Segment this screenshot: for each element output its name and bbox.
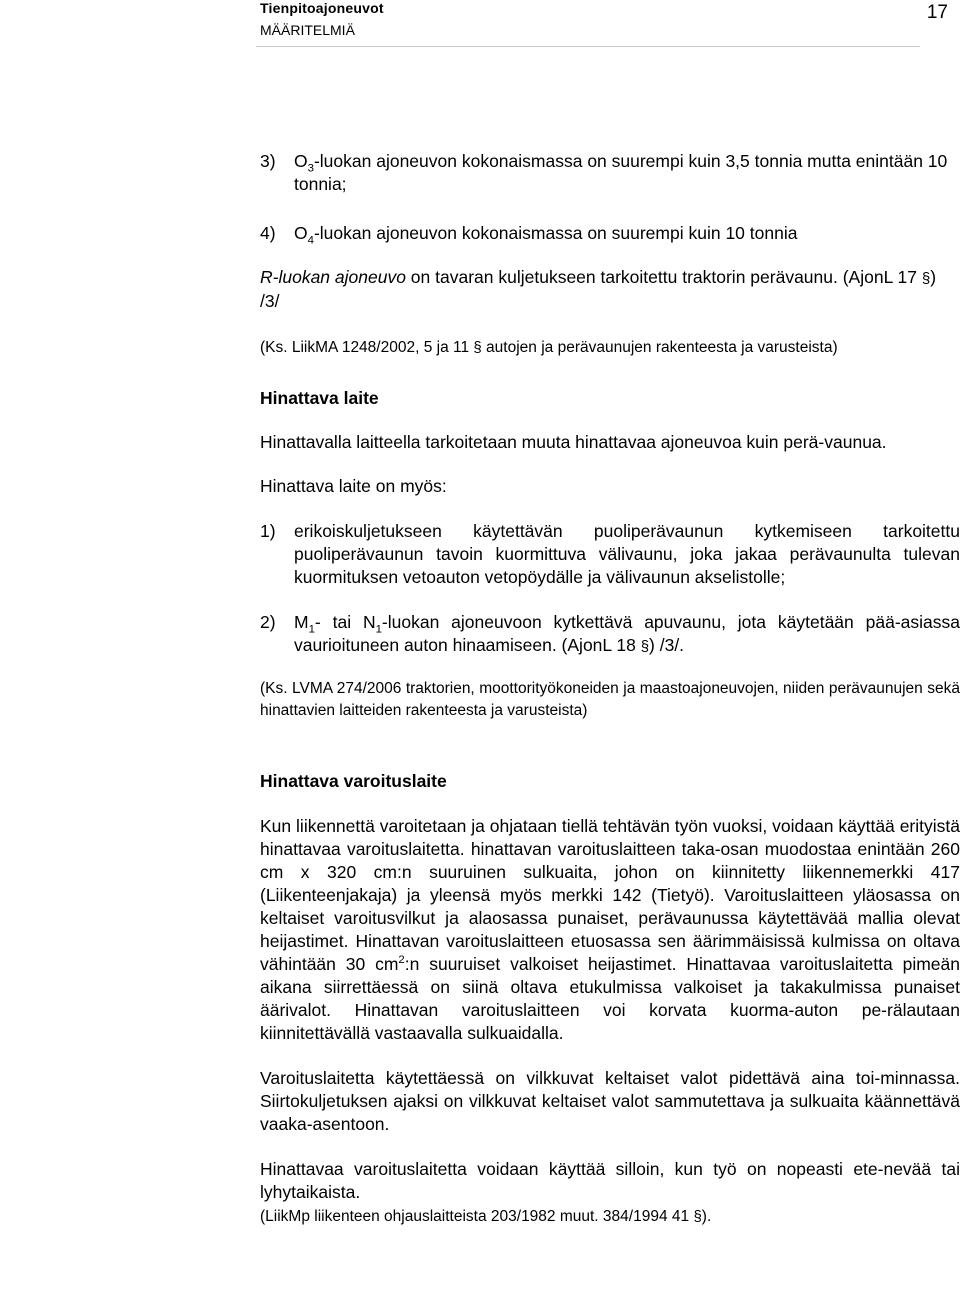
text-fragment: ) /3/. — [649, 635, 685, 655]
reference-note — [260, 1206, 960, 1228]
section-sign: § — [473, 339, 482, 356]
text-fragment: :n suuruiset valkoiset heijastimet. Hinattavaa varoituslaitetta pimeän aikana siirrettäessä on siinä oltava etukulmissa valkoiset ja takakulmissa punaiset äärivalot. Hinattavan varoituslaitteen voi korvata kuorma-auton pe-rälautaan kiinnitettävällä vastaavalla sulkuaidalla. — [260, 954, 960, 1043]
body-paragraph: Varoituslaitetta käytettäessä on vilkkuvat keltaiset valot pidettävä aina toi-minnassa. Siirtokuljetuksen ajaksi on vilkkuvat keltaiset valot sammutettava ja sulkuaita käännettävä vaaka-asentoon. — [260, 1068, 960, 1134]
r-luokka-paragraph — [260, 266, 960, 313]
header-title: Tienpitoajoneuvot — [260, 0, 384, 16]
text-fragment: -luokan ajoneuvon kokonaismassa on suurempi kuin 10 tonnia — [313, 223, 798, 243]
definition-paragraph: Hinattavalla laitteella tarkoitetaan muuta hinattavaa ajoneuvoa kuin perä-vaunua. — [260, 432, 887, 452]
text-fragment: ) /3/ — [260, 267, 937, 311]
list-item-3 — [260, 150, 960, 196]
text-fragment: (LiikMp liikenteen ohjauslaitteista 203/1982 muut. 384/1994 41 — [260, 1208, 694, 1225]
text-fragment: O — [294, 151, 308, 171]
section-sign: § — [921, 270, 931, 287]
header-divider — [256, 46, 920, 47]
text-fragment: autojen ja perävaunujen rakenteesta ja varusteista) — [481, 339, 838, 356]
text-fragment: O — [294, 223, 308, 243]
list-number: 1) — [260, 521, 276, 541]
reference-note — [260, 337, 960, 359]
defined-term: R-luokan ajoneuvo — [260, 267, 406, 287]
superscript: 2 — [398, 954, 405, 967]
subscript: 1 — [308, 623, 315, 636]
list-number: 2) — [260, 612, 276, 632]
text-fragment: on tavaran kuljetukseen tarkoitettu traktorin perävaunu. (AjonL 17 — [405, 267, 922, 287]
list-item-2 — [260, 611, 960, 658]
text-fragment: Kun liikennettä varoitetaan ja ohjataan tiellä tehtävän työn vuoksi, voidaan käyttää erityistä hinattavaa varoituslaitetta. hinattavan varoituslaitteen taka-osan muodostaa enintään 260 cm x 320 cm:n suuruinen sulkuaita, johon on kiinnitetty liikennemerkki 417 (Liikenteenjakaja) ja yleensä myös merkki 142 (Tietyö). Varoituslaitteen yläosassa on keltaiset varoitusvilkut ja alaosassa punaiset, perävaunussa käytettävää mallia olevat heijastimet. Hinattavan varoituslaitteen etuosassa sen äärimmäisissä kulmissa on oltava vähintään 30 cm — [260, 816, 960, 974]
list-number: 3) — [260, 151, 276, 171]
section-sign: § — [693, 1208, 702, 1225]
document-body — [260, 150, 960, 1228]
text-fragment: ). — [701, 1208, 712, 1225]
list-number: 4) — [260, 223, 276, 243]
subscript: 3 — [307, 162, 314, 175]
text-fragment: (Ks. LiikMA 1248/2002, 5 ja 11 — [260, 339, 474, 356]
text-fragment: -luokan ajoneuvon kokonaismassa on suurempi kuin 3,5 tonnia mutta enintään 10 tonnia; — [294, 151, 948, 194]
reference-note: (Ks. LVMA 274/2006 traktorien, moottorityökoneiden ja maastoajoneuvojen, niiden perävaunujen sekä hinattavien laitteiden rakenteesta ja varusteista) — [260, 680, 960, 719]
list-item-4 — [260, 222, 960, 245]
intro-paragraph: Hinattava laite on myös: — [260, 476, 447, 496]
section-heading: Hinattava laite — [260, 388, 379, 408]
text-fragment: M — [294, 612, 309, 632]
subscript: 1 — [375, 623, 382, 636]
header-subtitle: MÄÄRITELMIÄ — [260, 22, 355, 38]
body-paragraph: Hinattavaa varoituslaitetta voidaan käyttää silloin, kun työ on nopeasti ete-nevää tai lyhytaikaista. — [260, 1159, 960, 1202]
text-fragment: -luokan ajoneuvoon kytkettävä apuvaunu, jota käytetään pää-asiassa vaurioituneen auton hinaamiseen. (AjonL 18 — [294, 612, 960, 655]
list-text — [294, 611, 960, 658]
list-text — [294, 150, 960, 196]
section-heading: Hinattava varoituslaite — [260, 771, 447, 791]
subscript: 4 — [307, 234, 314, 247]
list-text: erikoiskuljetukseen käytettävän puoliperävaunun kytkemiseen tarkoitettu puoliperävaunun tavoin kuormittuva välivaunu, joka jakaa perävaunulta tulevan kuormituksen vetoauton vetopöydälle ja välivaunun akselistolle; — [294, 521, 960, 587]
section-sign: § — [640, 638, 650, 655]
list-text — [294, 222, 960, 245]
page-number: 17 — [926, 2, 948, 23]
text-fragment: - tai N — [314, 612, 376, 632]
list-item-1 — [260, 520, 960, 589]
body-paragraph — [260, 815, 960, 1045]
